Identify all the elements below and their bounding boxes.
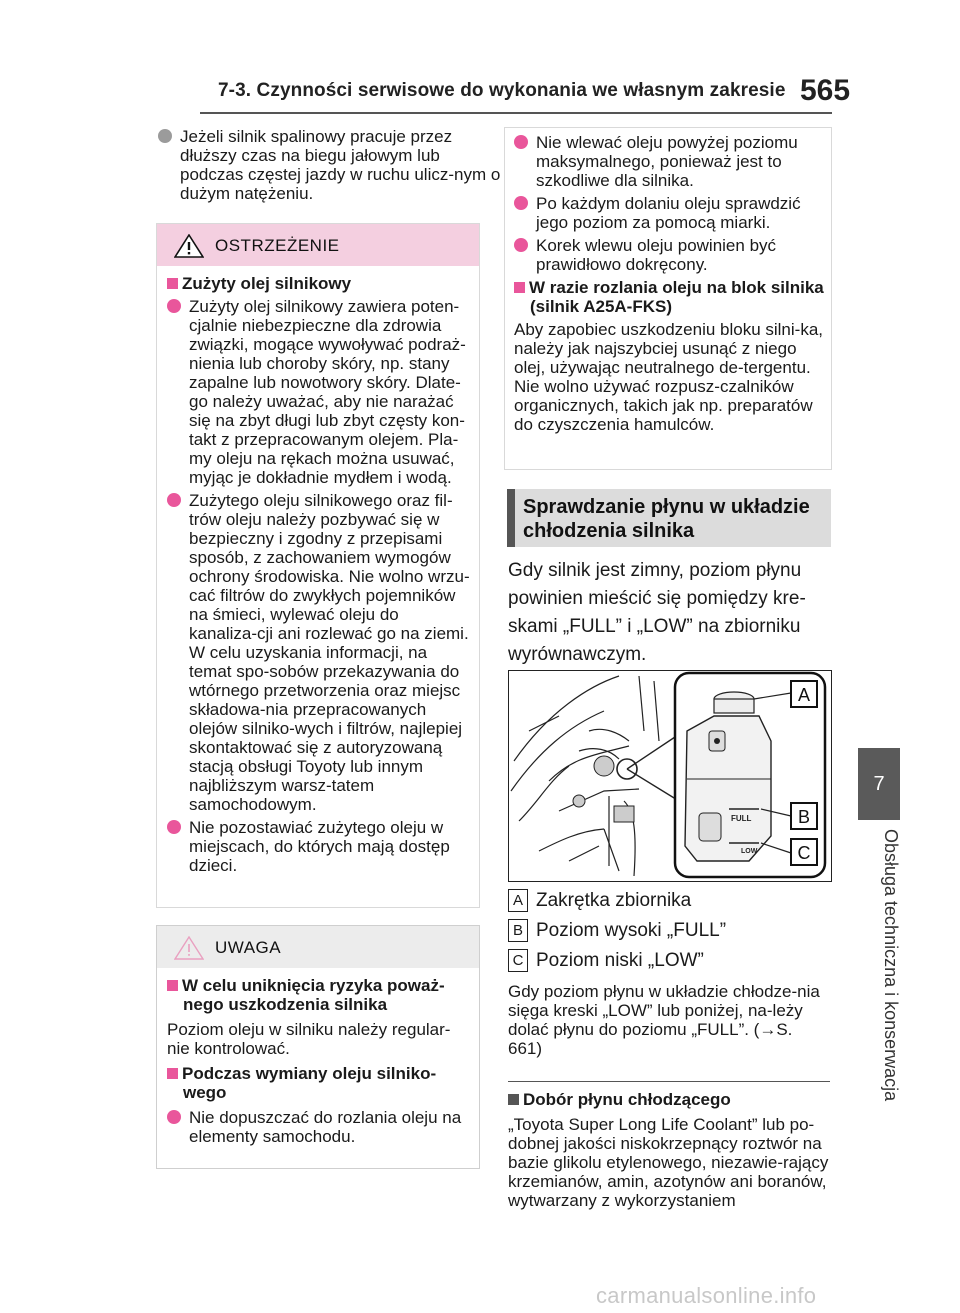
- notice-heading-1-text: W celu uniknięcia ryzyka poważ-nego uszkodzenia silnika: [182, 976, 445, 1014]
- section-intro: Gdy silnik jest zimny, poziom płynu powinien mieścić się pomiędzy kre-skami „FULL” i „LOW” na zbiorniku wyrównawczym.: [508, 560, 806, 665]
- legend-text: Zakrętka zbiornika: [536, 890, 692, 911]
- legend-item-b: [508, 919, 726, 942]
- square-bullet-icon: [514, 282, 525, 293]
- square-bullet-icon: [167, 980, 178, 991]
- section-header: [507, 489, 831, 547]
- continued-bullet-text: Po każdym dolaniu oleju sprawdzić jego poziom za pomocą miarki.: [536, 194, 801, 232]
- coolant-selection: [508, 1090, 830, 1210]
- continued-bullet-text: Nie wlewać oleju powyżej poziomu maksymalnego, ponieważ jest to szkodliwe dla silnika.: [536, 133, 798, 190]
- legend-text: Poziom wysoki „FULL”: [536, 920, 727, 941]
- coolant-text: „Toyota Super Long Life Coolant” lub po-dobnej jakości niskokrzepnący roztwór na bazie glikolu etylenowego, niezawie-rający krzemianów, amin, azotynów ani boranów, wytwarzany z wykorzystaniem: [508, 1115, 829, 1210]
- notice-header: [157, 926, 479, 968]
- legend-tag: C: [508, 949, 528, 972]
- header-rule: [200, 112, 832, 114]
- square-bullet-icon: [167, 278, 178, 289]
- bullet-dot-icon: [167, 820, 181, 834]
- warning-heading-text: Zużyty olej silnikowy: [182, 274, 352, 293]
- warning-bullet: [167, 818, 471, 875]
- section-title: Sprawdzanie płynu w układzie chłodzenia silnika: [523, 496, 810, 542]
- warning-body: [167, 274, 471, 875]
- notice-heading-2: [167, 1064, 471, 1102]
- tank-low-mark: LOW: [741, 848, 758, 855]
- warning-title: OSTRZEŻENIE: [215, 236, 340, 255]
- refill-instruction: Gdy poziom płynu w układzie chłodze-nia sięga kreski „LOW” lub poniżej, na-leży dolać płynu do poziomu „FULL”. (→S. 661): [508, 982, 820, 1058]
- watermark: carmanualsonline.info: [596, 1283, 817, 1308]
- chapter-label-text: Obsługa techniczna i konserwacja: [881, 829, 901, 1102]
- callout-b: [791, 803, 817, 829]
- page-number: 565: [800, 74, 851, 107]
- square-bullet-icon: [167, 1068, 178, 1079]
- legend-item-a: [508, 889, 691, 912]
- bullet-dot-icon: [514, 196, 528, 210]
- continued-heading: [514, 278, 824, 316]
- warning-box: [156, 223, 480, 908]
- caution-triangle-icon: [174, 936, 204, 960]
- notice-body: [167, 976, 471, 1146]
- section-bar: [507, 489, 515, 547]
- coolant-heading-text: Dobór płynu chłodzącego: [523, 1090, 731, 1109]
- divider: [508, 1081, 830, 1082]
- callout-c: [791, 839, 817, 865]
- continued-heading-text: W razie rozlania oleju na blok silnika (silnik A25A-FKS): [529, 278, 824, 316]
- notice-bullet-text: Nie dopuszczać do rozlania oleju na elementy samochodu.: [189, 1108, 462, 1146]
- bullet-dot-icon: [514, 238, 528, 252]
- bullet-dot-icon: [167, 1110, 181, 1124]
- warning-continued-box: [504, 127, 832, 470]
- notice-title: UWAGA: [215, 938, 282, 957]
- warning-continued-body: [514, 133, 824, 434]
- svg-text:C: C: [797, 843, 811, 863]
- square-bullet-icon: [508, 1094, 519, 1105]
- intro-bullet: [158, 127, 502, 203]
- bullet-dot-icon: [514, 135, 528, 149]
- notice-heading-2-text: Podczas wymiany oleju silniko-wego: [182, 1064, 437, 1102]
- coolant-reservoir-illustration: [508, 670, 832, 882]
- legend-item-c: [508, 949, 704, 972]
- notice-heading-1: [167, 976, 471, 1014]
- running-header: 7-3. Czynności serwisowe do wykonania we własnym zakresie: [218, 80, 786, 101]
- warning-triangle-icon: [174, 234, 204, 258]
- chapter-label: [874, 829, 900, 1129]
- warning-bullet: [167, 491, 471, 814]
- chapter-tab: [858, 748, 900, 820]
- notice-box: [156, 925, 480, 1169]
- continued-bullet-text: Korek wlewu oleju powinien być prawidłowo dokręcony.: [536, 236, 777, 274]
- intro-bullet-text: Jeżeli silnik spalinowy pracuje przez dłuższy czas na biegu jałowym lub podczas częstej jazdy w ruchu ulicz-nym o dużym natężeniu.: [180, 127, 501, 203]
- chapter-number: 7: [873, 772, 885, 795]
- notice-bullet: [167, 1108, 471, 1146]
- bullet-dot-icon: [167, 493, 181, 507]
- callout-a: [791, 681, 817, 707]
- engine-bay-drawing: [509, 671, 831, 881]
- tank-full-mark: FULL: [731, 814, 752, 823]
- coolant-heading: [508, 1090, 830, 1109]
- notice-text-1: Poziom oleju w silniku należy regular-nie kontrolować.: [167, 1020, 451, 1058]
- svg-text:B: B: [797, 807, 811, 827]
- svg-text:A: A: [797, 685, 811, 705]
- warning-bullet-text: Nie pozostawiać zużytego oleju w miejscach, do których mają dostęp dzieci.: [189, 818, 450, 875]
- bullet-dot-icon: [167, 299, 181, 313]
- warning-bullet-text: Zużyty olej silnikowy zawiera poten-cjalnie niebezpieczne dla zdrowia związki, mogące wywoływać podraż-nienia lub choroby skóry, np. stany zapalne lub nowotwory skóry. Dlate-go należy uważać, aby nie narażać się na zbyt długi lub zbyt częsty kon-takt z przepracowanym olejem. Pla-my oleju na rękach można usuwać, myjąc je dokładnie mydłem i wodą.: [189, 297, 466, 487]
- continued-bullet: [514, 133, 824, 190]
- warning-bullet: [167, 297, 471, 487]
- continued-bullet: [514, 194, 824, 232]
- continued-bullet: [514, 236, 824, 274]
- warning-heading: [167, 274, 471, 293]
- legend-tag: B: [508, 919, 528, 942]
- legend-tag: A: [508, 889, 528, 912]
- legend-text: Poziom niski „LOW”: [536, 950, 704, 971]
- bullet-dot-icon: [158, 129, 172, 143]
- warning-bullet-text: Zużytego oleju silnikowego oraz fil-trów oleju należy pozbywać się w bezpieczny i zgodny z przepisami sposób, z zachowaniem wymogów ochrony środowiska. Nie wolno wrzu-cać filtrów do zwykłych pojemników na śmieci, wylewać oleju do kanaliza-cji ani rozlewać go na ziemi. W celu uzyskania informacji, na temat spo-sobów przekazywania do wtórnego przetworzenia oraz miejsc składowa-nia przepracowanych olejów silniko-wych i filtrów, najlepiej skontaktować się z autoryzowaną stacją obsługi Toyoty lub innym najbliższym warsz-tatem samochodowym.: [189, 491, 470, 814]
- continued-text: Aby zapobiec uszkodzeniu bloku silni-ka, należy jak najszybciej usunąć z niego olej, używając neutralnego de-tergentu. Nie wolno używać rozpusz-czalników organicznych, takich jak np. preparatów do czyszczenia hamulców.: [514, 320, 824, 434]
